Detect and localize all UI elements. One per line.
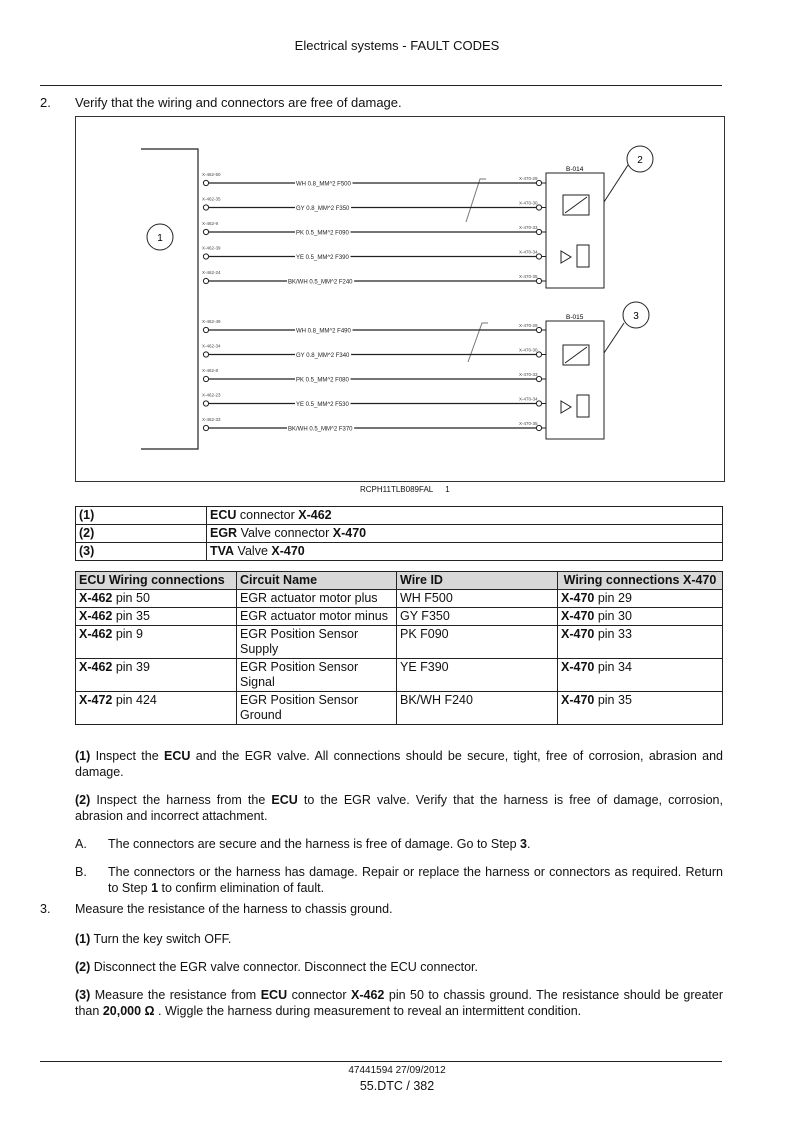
wire-label: YE 0.5_MM^2 F390 [296, 255, 349, 261]
option-a-letter: A. [75, 837, 87, 851]
figure-number: 1 [445, 485, 450, 494]
left-pin-label: X-462-24 [202, 270, 221, 275]
legend-table [75, 506, 723, 561]
connector-pin [203, 425, 208, 430]
left-pin-label: X-462-9 [202, 221, 219, 226]
cell-circuit: EGR Position Sensor Ground [237, 692, 397, 725]
legend-row [76, 543, 723, 561]
legend-desc: TVA Valve X-470 [207, 543, 723, 561]
callout-1-label: 1 [157, 233, 163, 244]
step-2 [0, 95, 794, 111]
legend-row [76, 525, 723, 543]
option-a [0, 836, 794, 852]
right-pin-label: X-470-35 [519, 274, 538, 279]
step-number: 2. [40, 95, 51, 110]
cell-x470: X-470 pin 34 [558, 659, 723, 692]
b015-motor-diag [565, 347, 587, 363]
table-row [76, 659, 723, 692]
left-pin-label: X-462-50 [202, 172, 221, 177]
wire-label: PK 0.5_MM^2 F080 [296, 377, 349, 384]
wiring-diagram [75, 116, 725, 482]
wire-label: BK/WH 0.5_MM^2 F240 [288, 279, 353, 286]
cell-wire: YE F390 [397, 659, 558, 692]
right-pin-label: X-470-34 [519, 396, 538, 402]
left-pin-label: X-462-23 [202, 392, 221, 398]
wire-group-1 [202, 172, 546, 286]
legend-ref: (1) [76, 507, 207, 525]
step-3 [0, 902, 794, 918]
left-pin-label: X-462-8 [202, 368, 219, 373]
legend-row [76, 507, 723, 525]
cell-x470: X-470 pin 30 [558, 608, 723, 626]
connector-pin [536, 254, 541, 259]
para-5: (3) Measure the resistance from ECU connector X-462 pin 50 to chassis ground. The resistance should be greater than 20,000 Ω . Wiggle the harness during measurement to reveal an intermittent condition. [75, 988, 723, 1018]
callout-2-label: 2 [637, 155, 643, 166]
b015-label: B-015 [566, 314, 584, 321]
right-pin-label: X-470-30 [519, 200, 538, 206]
wire-group-2 [202, 319, 546, 433]
cell-ecu: X-462 pin 35 [76, 608, 237, 626]
footer-rule [40, 1061, 722, 1062]
figure-ref: RCPH11TLB089FAL [360, 485, 434, 494]
shield-mark-2 [468, 323, 488, 362]
wire-label: BK/WH 0.5_MM^2 F370 [288, 426, 353, 433]
connector-pin [203, 352, 208, 357]
wiring-diagram-svg [76, 117, 724, 481]
footer-page: 55.DTC / 382 [359, 1079, 435, 1093]
cell-circuit: EGR actuator motor plus [237, 590, 397, 608]
option-b [0, 864, 794, 896]
right-pin-label: X-470-33 [519, 225, 538, 230]
connector-pin [203, 278, 208, 283]
cell-wire: GY F350 [397, 608, 558, 626]
b015-box [546, 321, 604, 439]
para-1: (1) Inspect the ECU and the EGR valve. All connections should be secure, tight, free of corrosion, abrasion and damage. [75, 749, 723, 779]
cell-wire: BK/WH F240 [397, 692, 558, 725]
wiring-table-header [76, 572, 723, 590]
figure-caption [360, 485, 450, 494]
b015-amp [561, 401, 571, 413]
b014-amp [561, 251, 571, 263]
option-b-letter: B. [75, 865, 87, 879]
wire-label: WH 0.8_MM^2 F500 [296, 181, 351, 188]
para-3: (1) Turn the key switch OFF. [75, 932, 232, 946]
wire-label: GY 0.8_MM^2 F340 [296, 353, 350, 359]
b015-sensor [577, 395, 589, 417]
connector-pin [536, 205, 541, 210]
right-pin-label: X-470-33 [519, 372, 538, 377]
left-pin-label: X-462-39 [202, 245, 221, 251]
left-pin-label: X-462-49 [202, 319, 221, 324]
connector-pin [536, 278, 541, 283]
wire-label: PK 0.5_MM^2 F090 [296, 230, 349, 237]
connector-pin [536, 229, 541, 234]
connector-pin [536, 352, 541, 357]
col-x470: Wiring connections X-470 [558, 572, 723, 590]
cell-x470: X-470 pin 35 [558, 692, 723, 725]
callout-3-label: 3 [633, 311, 639, 322]
cell-ecu: X-462 pin 50 [76, 590, 237, 608]
connector-pin [536, 425, 541, 430]
callout-2-leader [604, 165, 628, 202]
connector-pin [203, 205, 208, 210]
option-a-text: The connectors are secure and the harness is free of damage. Go to Step 3. [108, 837, 531, 851]
b014-motor-diag [565, 197, 587, 213]
connector-pin [536, 401, 541, 406]
col-circuit: Circuit Name [237, 572, 397, 590]
cell-x470: X-470 pin 29 [558, 590, 723, 608]
cell-circuit: EGR Position Sensor Signal [237, 659, 397, 692]
left-pin-label: X-462-34 [202, 343, 221, 349]
cell-ecu: X-472 pin 424 [76, 692, 237, 725]
wire-label: WH 0.8_MM^2 F490 [296, 328, 351, 335]
step-text: Measure the resistance of the harness to chassis ground. [75, 902, 393, 916]
header-rule [40, 85, 722, 86]
col-ecu: ECU Wiring connections [76, 572, 237, 590]
cell-ecu: X-462 pin 9 [76, 626, 237, 659]
legend-ref: (3) [76, 543, 207, 561]
b014-sensor [577, 245, 589, 267]
cell-ecu: X-462 pin 39 [76, 659, 237, 692]
right-pin-label: X-470-30 [519, 347, 538, 353]
connector-pin [536, 180, 541, 185]
connector-pin [203, 327, 208, 332]
wire-label: YE 0.5_MM^2 F530 [296, 402, 349, 408]
left-pin-label: X-462-35 [202, 196, 221, 202]
para-4: (2) Disconnect the EGR valve connector. Disconnect the ECU connector. [75, 960, 478, 974]
b014-label: B-014 [566, 166, 584, 173]
page-header: Electrical systems - FAULT CODES [294, 38, 500, 53]
connector-pin [203, 401, 208, 406]
shield-mark-1 [466, 179, 486, 222]
cell-wire: PK F090 [397, 626, 558, 659]
connector-pin [536, 327, 541, 332]
col-wire: Wire ID [397, 572, 558, 590]
connector-pin [203, 229, 208, 234]
b014-box [546, 173, 604, 288]
cell-circuit: EGR Position Sensor Supply [237, 626, 397, 659]
legend-ref: (2) [76, 525, 207, 543]
right-pin-label: X-470-35 [519, 421, 538, 426]
connector-pin [203, 180, 208, 185]
cell-x470: X-470 pin 33 [558, 626, 723, 659]
legend-desc: ECU connector X-462 [207, 507, 723, 525]
para-2: (2) Inspect the harness from the ECU to the EGR valve. Verify that the harness is free of damage, corrosion, abrasion and incorrect attachment. [75, 793, 723, 823]
table-row [76, 692, 723, 725]
option-b-text: The connectors or the harness has damage. Repair or replace the harness or connectors as required. Return to Step 1 to confirm elimination of fault. [108, 865, 723, 895]
left-pin-label: X-462-33 [202, 417, 221, 422]
table-row [76, 608, 723, 626]
wire-label: GY 0.8_MM^2 F350 [296, 206, 350, 212]
footer-doc-id: 47441594 27/09/2012 [348, 1065, 446, 1076]
connector-pin [203, 376, 208, 381]
ecu-outline [141, 149, 198, 449]
step-text: Verify that the wiring and connectors are free of damage. [75, 95, 402, 110]
cell-wire: WH F500 [397, 590, 558, 608]
connector-pin [536, 376, 541, 381]
right-pin-label: X-470-29 [519, 176, 538, 181]
step-number: 3. [40, 902, 51, 916]
callout-3-leader [604, 323, 624, 353]
connector-pin [203, 254, 208, 259]
right-pin-label: X-470-29 [519, 323, 538, 328]
cell-circuit: EGR actuator motor minus [237, 608, 397, 626]
wiring-table [75, 571, 723, 725]
table-row [76, 590, 723, 608]
legend-desc: EGR Valve connector X-470 [207, 525, 723, 543]
table-row [76, 626, 723, 659]
right-pin-label: X-470-34 [519, 249, 538, 255]
